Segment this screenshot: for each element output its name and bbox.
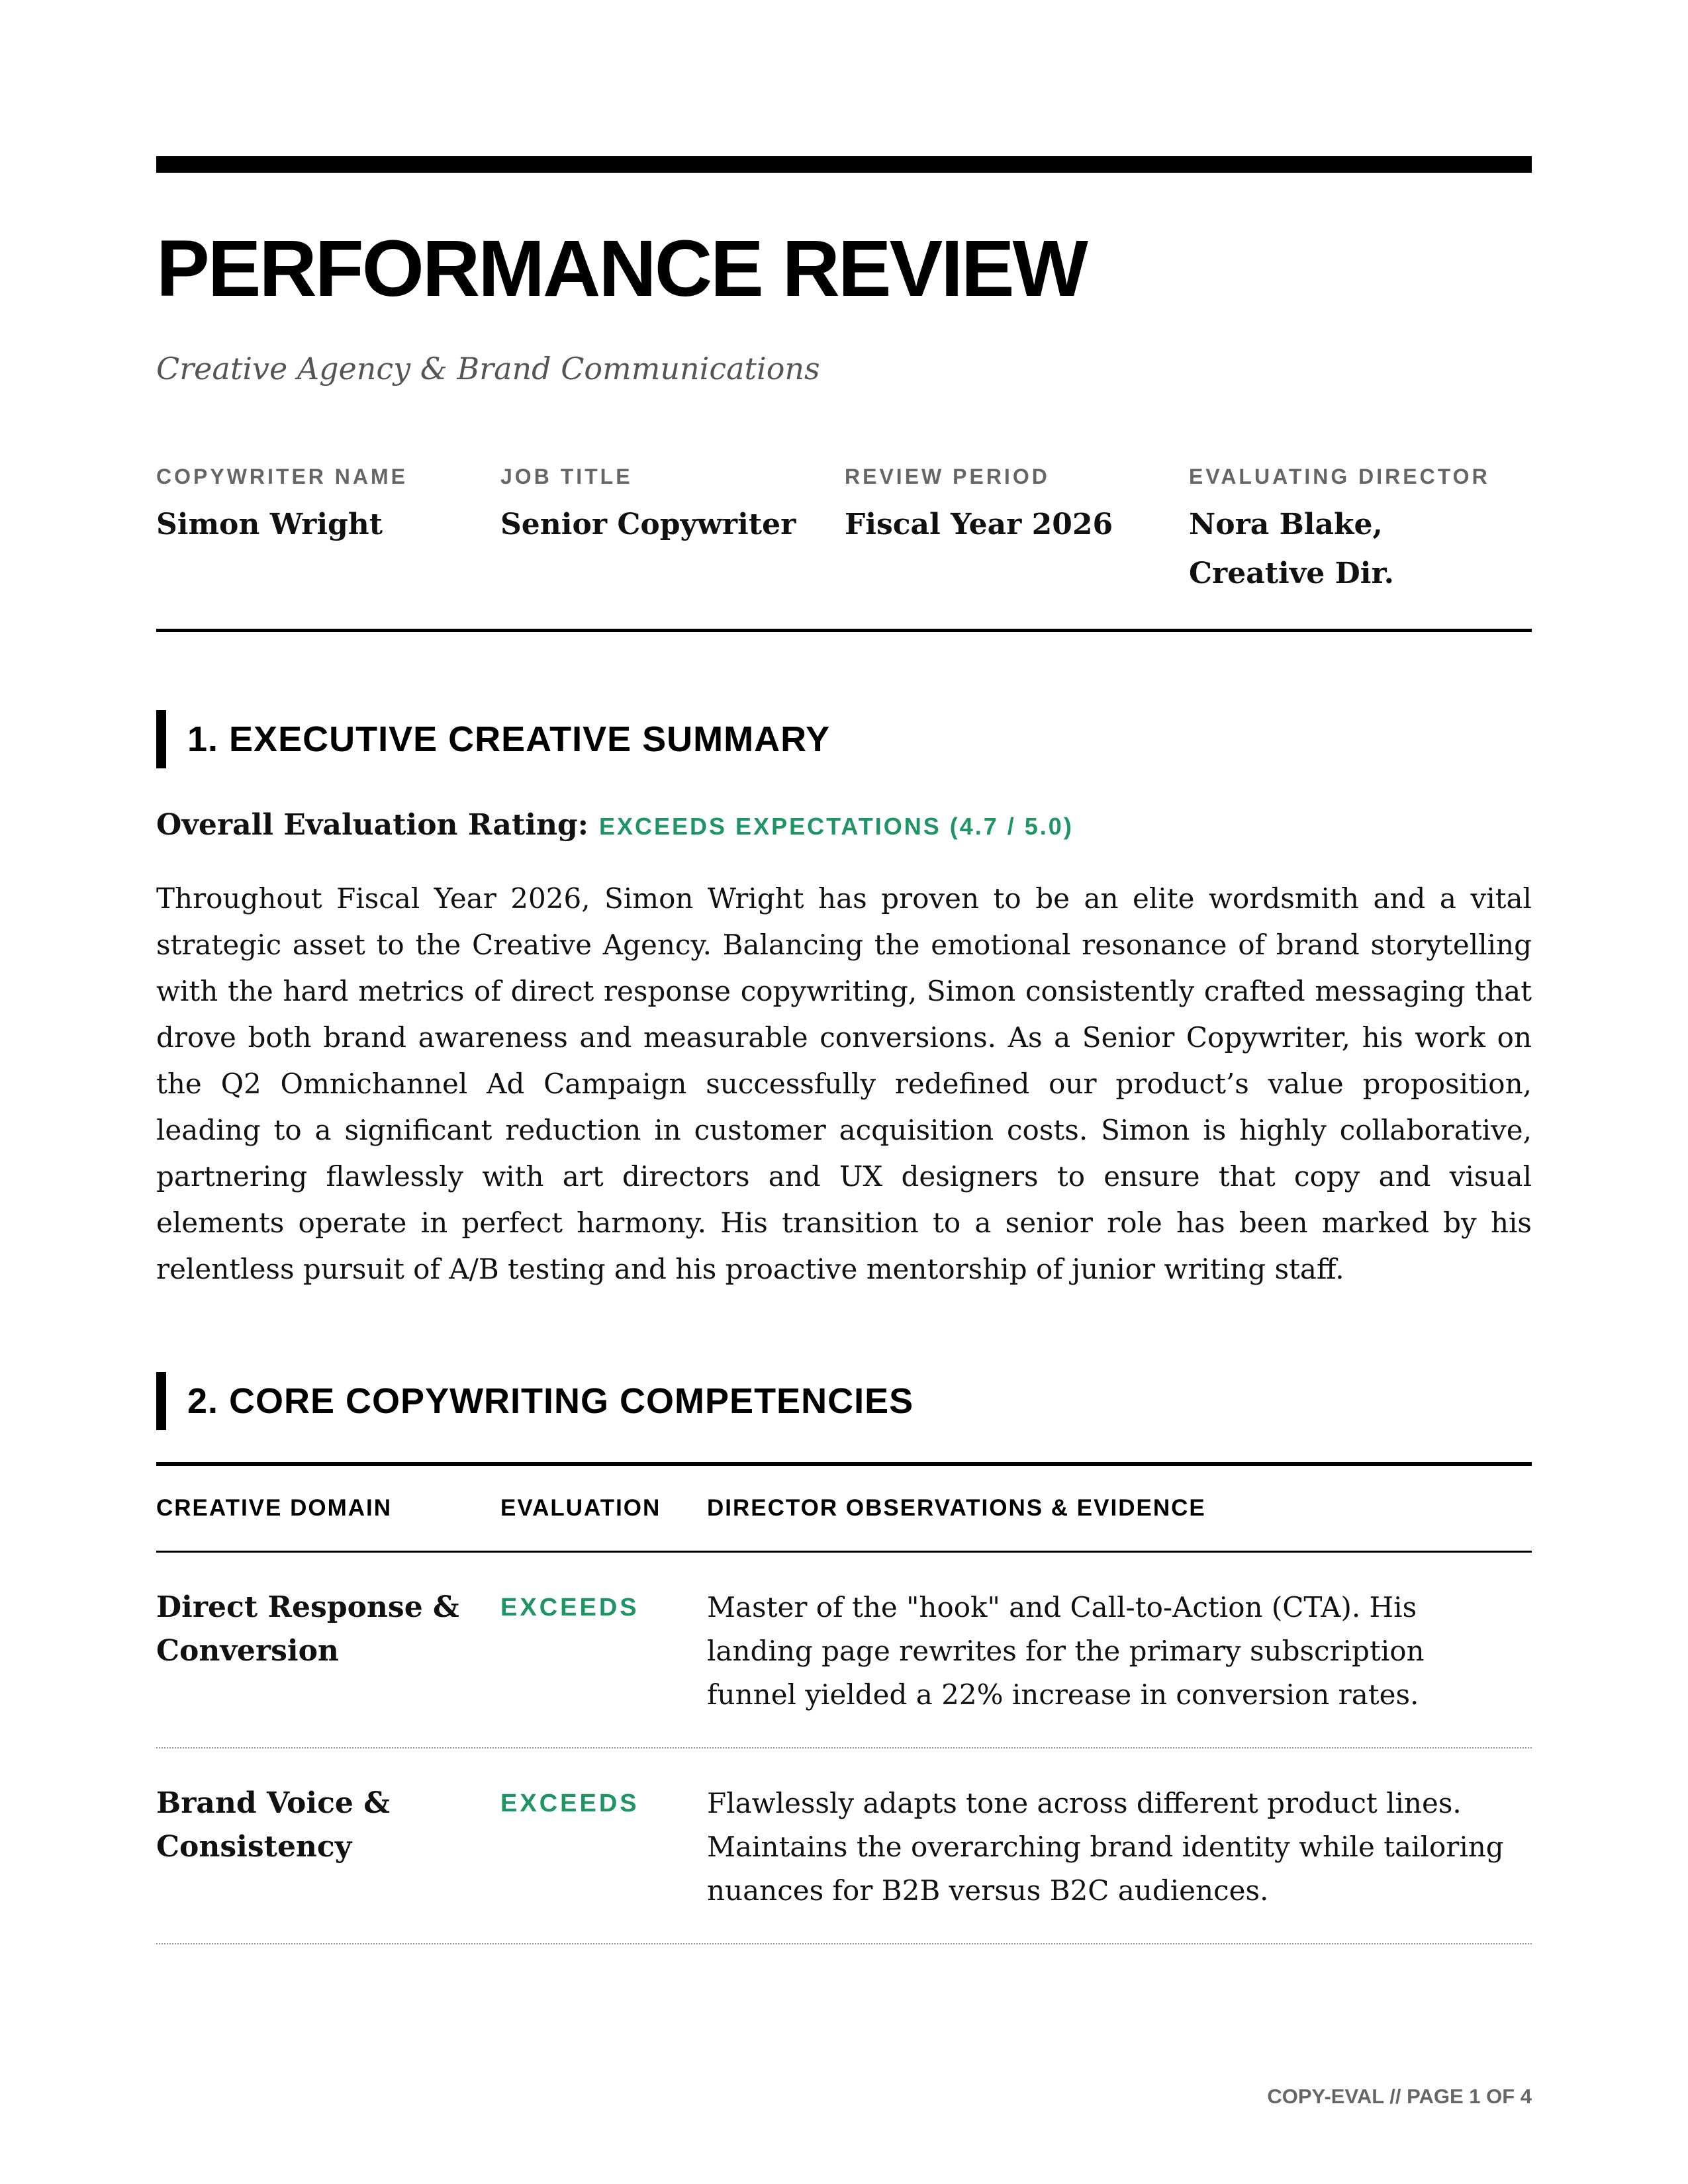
row-observations: Master of the "hook" and Call-to-Action (CTA). His landing page rewrites for the primary subscription funnel yielded a 22% increase in conversion rates.: [707, 1591, 1425, 1711]
meta-label: REVIEW PERIOD: [845, 465, 1050, 489]
review-meta: [156, 464, 1532, 598]
meta-evaluating-director: [1189, 464, 1532, 598]
top-rule: [156, 156, 1532, 173]
section-title: 1. EXECUTIVE CREATIVE SUMMARY: [187, 719, 831, 759]
rating-label: Overall Evaluation Rating:: [156, 807, 588, 842]
section-marker: [156, 710, 166, 768]
table-row: [156, 1553, 1532, 1749]
meta-job-title: [500, 464, 845, 598]
executive-summary-text: Throughout Fiscal Year 2026, Simon Wright has proven to be an elite wordsmith and a vital strategic asset to the Creative Agency. Balancing the emotional resonance of brand storytelling with the hard metrics of direct response copywriting, Simon consistently crafted messaging that drove both brand awareness and measurable conversions. As a Senior Copywriter, his work on the Q2 Omnichannel Ad Campaign successfully redefined our product’s value proposition, leading to a significant reduction in customer acquisition costs. Simon is highly collaborative, partnering flawlessly with art directors and UX designers to ensure that copy and visual elements operate in perfect harmony. His transition to a senior role has been marked by his relentless pursuit of A/B testing and his proactive mentorship of junior writing staff.: [156, 882, 1532, 1286]
section-1-heading: [156, 710, 1532, 768]
document-subtitle: Creative Agency & Brand Communications: [156, 351, 820, 387]
meta-value: Simon Wright: [156, 507, 383, 541]
document-page: [156, 156, 1532, 1944]
meta-label: EVALUATING DIRECTOR: [1189, 465, 1490, 489]
column-header-domain: CREATIVE DOMAIN: [156, 1495, 393, 1522]
document-title: PERFORMANCE REVIEW: [156, 223, 1086, 313]
row-domain: Direct Response & Conversion: [156, 1590, 459, 1668]
row-domain: Brand Voice & Consistency: [156, 1786, 390, 1864]
overall-rating: [156, 808, 1532, 843]
row-evaluation: EXCEEDS: [500, 1594, 639, 1622]
meta-value: Senior Copywriter: [500, 507, 796, 541]
rating-value: EXCEEDS EXPECTATIONS (4.7 / 5.0): [598, 812, 1074, 840]
table-header: [156, 1466, 1532, 1553]
column-header-observations: DIRECTOR OBSERVATIONS & EVIDENCE: [707, 1495, 1206, 1522]
meta-label: COPYWRITER NAME: [156, 465, 408, 489]
meta-divider: [156, 629, 1532, 632]
row-observations: Flawlessly adapts tone across different product lines. Maintains the overarching brand identity while tailoring nuances for B2B versus B2C audiences.: [707, 1787, 1504, 1907]
meta-value: Nora Blake, Creative Dir.: [1189, 507, 1394, 590]
table-row: [156, 1749, 1532, 1944]
section-title: 2. CORE COPYWRITING COMPETENCIES: [187, 1381, 914, 1422]
meta-value: Fiscal Year 2026: [845, 507, 1113, 541]
row-evaluation: EXCEEDS: [500, 1790, 639, 1818]
section-2-heading: [156, 1372, 1532, 1430]
section-marker: [156, 1372, 166, 1430]
competencies-table: [156, 1462, 1532, 1944]
meta-review-period: [845, 464, 1189, 598]
meta-label: JOB TITLE: [500, 465, 633, 489]
page-footer: COPY-EVAL // PAGE 1 OF 4: [1267, 2085, 1532, 2108]
column-header-evaluation: EVALUATION: [500, 1495, 661, 1522]
meta-copywriter-name: [156, 464, 500, 598]
